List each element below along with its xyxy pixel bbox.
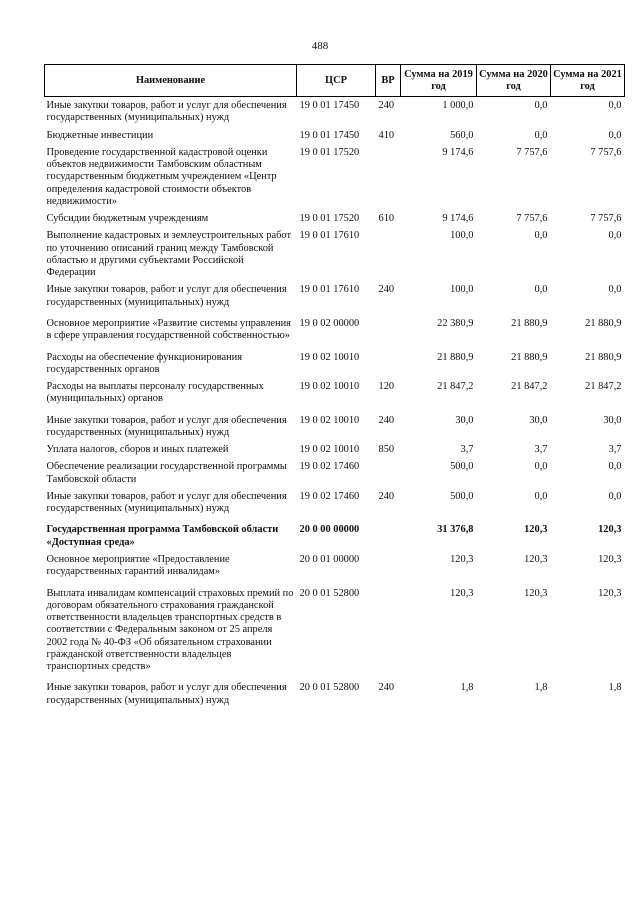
row-sum-2020: 21 880,9: [511, 351, 548, 363]
row-sum-2019: 9 174,6: [442, 146, 474, 158]
row-name: Субсидии бюджетным учреждениям: [46, 213, 209, 225]
row-sum-2021: 21 880,9: [585, 351, 622, 363]
table-row: [45, 345, 625, 379]
table-row: [45, 551, 625, 581]
row-name: Иные закупки товаров, работ и услуг для обеспечения государственных (муниципальных) нужд: [46, 100, 287, 124]
row-sum-2020: 0,0: [534, 129, 548, 141]
row-sum-2020: 120,3: [524, 587, 548, 599]
row-vr: 410: [378, 129, 395, 141]
table-row: [45, 227, 625, 281]
row-sum-2020: 30,0: [529, 414, 548, 426]
table-row: [45, 441, 625, 458]
row-sum-2020: 3,7: [534, 444, 548, 456]
row-name: Проведение государственной кадастровой оценки объектов недвижимости Тамбовским областным государственным бюджетным учреждением «Центр определения кадастровой стоимости объектов недвижимости»: [46, 146, 277, 207]
table-row: [45, 311, 625, 345]
row-sum-2020: 21 847,2: [511, 381, 548, 393]
row-sum-2021: 0,0: [608, 129, 622, 141]
row-name: Уплата налогов, сборов и иных платежей: [46, 444, 229, 456]
table-row: [45, 210, 625, 227]
row-csr: 19 0 02 10010: [299, 444, 360, 456]
row-sum-2021: 120,3: [598, 524, 622, 536]
row-name: Основное мероприятие «Предоставление государственных гарантий инвалидам»: [46, 553, 230, 578]
table-row: [45, 488, 625, 518]
row-name: Иные закупки товаров, работ и услуг для обеспечения государственных (муниципальных) нужд: [46, 490, 287, 515]
header-2020: Сумма на 2020 год: [477, 65, 551, 97]
row-sum-2019: 100,0: [450, 230, 474, 242]
row-csr: 19 0 02 10010: [299, 381, 360, 393]
row-sum-2021: 21 880,9: [585, 317, 622, 329]
row-sum-2019: 3,7: [460, 444, 474, 456]
table-row: [45, 378, 625, 408]
row-vr: [376, 345, 401, 379]
row-csr: 19 0 01 17520: [299, 213, 360, 225]
row-name: Выплата инвалидам компенсаций страховых премий по договорам обязательного страхования гражданской ответственности владельцев транспортных средств в соответствии с Федеральным законом от 25 апреля 2002 года № 40-ФЗ «Об обязательном страховании гражданской ответственности владельцев транспортных средств»: [46, 587, 294, 673]
row-name: Расходы на выплаты персоналу государственных (муниципальных) органов: [46, 381, 264, 405]
row-sum-2021: 0,0: [608, 461, 622, 473]
row-vr: [376, 517, 401, 551]
table-row: [45, 517, 625, 551]
header-2021: Сумма на 2021 год: [551, 65, 625, 97]
row-csr: 19 0 01 17520: [299, 146, 360, 158]
row-sum-2019: 21 847,2: [437, 381, 474, 393]
row-vr: [376, 144, 401, 210]
row-csr: 19 0 01 17610: [299, 284, 360, 296]
row-sum-2021: 3,7: [608, 444, 622, 456]
row-vr: 610: [378, 213, 395, 225]
table-row: [45, 281, 625, 311]
row-sum-2021: 0,0: [608, 230, 622, 242]
row-sum-2021: 21 847,2: [585, 381, 622, 393]
row-sum-2019: 500,0: [450, 490, 474, 502]
row-sum-2021: 30,0: [603, 414, 622, 426]
row-name: Иные закупки товаров, работ и услуг для обеспечения государственных (муниципальных) нужд: [46, 284, 287, 308]
row-sum-2021: 120,3: [598, 587, 622, 599]
row-csr: 20 0 01 52800: [299, 587, 360, 599]
row-sum-2020: 7 757,6: [516, 146, 548, 158]
row-sum-2021: 120,3: [598, 553, 622, 565]
row-csr: 19 0 02 17460: [299, 461, 360, 473]
row-vr: 850: [378, 444, 395, 456]
row-name: Бюджетные инвестиции: [46, 129, 154, 141]
table-row: [45, 408, 625, 442]
row-sum-2020: 120,3: [524, 553, 548, 565]
row-csr: 19 0 02 00000: [299, 317, 360, 329]
row-vr: 240: [378, 100, 395, 111]
table-row: [45, 581, 625, 676]
row-csr: 20 0 00 00000: [299, 524, 360, 536]
row-csr: 19 0 01 17610: [299, 230, 360, 242]
row-vr: [376, 551, 401, 581]
row-name: Расходы на обеспечение функционирования государственных органов: [46, 351, 242, 375]
row-sum-2019: 22 380,9: [437, 317, 474, 329]
row-vr: 120: [378, 381, 395, 393]
row-vr: 240: [378, 490, 395, 502]
row-sum-2019: 9 174,6: [442, 213, 474, 225]
table-row: [45, 144, 625, 210]
row-sum-2019: 100,0: [450, 284, 474, 296]
row-sum-2019: 1,8: [460, 682, 474, 694]
row-name: Обеспечение реализации государственной программы Тамбовской области: [46, 461, 287, 485]
row-vr: 240: [378, 414, 395, 426]
row-vr: [376, 581, 401, 676]
row-csr: 20 0 01 52800: [299, 682, 360, 694]
row-sum-2019: 1 000,0: [442, 100, 474, 111]
row-name: Иные закупки товаров, работ и услуг для обеспечения государственных (муниципальных) нужд: [46, 414, 287, 438]
row-sum-2019: 120,3: [450, 553, 474, 565]
row-vr: [376, 458, 401, 488]
row-sum-2021: 7 757,6: [590, 213, 622, 225]
header-2019: Сумма на 2019 год: [401, 65, 477, 97]
row-sum-2020: 0,0: [534, 100, 548, 111]
row-csr: 19 0 02 17460: [299, 490, 360, 502]
row-name: Основное мероприятие «Развитие системы управления в сфере управления государственной собственностью»: [46, 317, 291, 342]
header-csr: ЦСР: [297, 65, 376, 97]
table-row: [45, 458, 625, 488]
row-sum-2019: 30,0: [455, 414, 474, 426]
row-sum-2021: 0,0: [608, 284, 622, 296]
row-sum-2020: 0,0: [534, 284, 548, 296]
row-vr: [376, 227, 401, 281]
row-sum-2019: 21 880,9: [437, 351, 474, 363]
budget-table-container: [44, 64, 624, 709]
row-csr: 19 0 01 17450: [299, 129, 360, 141]
table-header: [45, 65, 625, 97]
budget-table: [44, 64, 625, 709]
row-sum-2020: 21 880,9: [511, 317, 548, 329]
page-number: 488: [311, 40, 329, 52]
row-csr: 19 0 02 10010: [299, 351, 360, 363]
row-vr: [376, 311, 401, 345]
row-sum-2021: 0,0: [608, 100, 622, 111]
row-csr: 19 0 02 10010: [299, 414, 360, 426]
row-vr: 240: [378, 682, 395, 694]
row-csr: 20 0 01 00000: [299, 553, 360, 565]
header-vr: ВР: [376, 65, 401, 97]
table-body: [45, 97, 625, 709]
row-sum-2021: 1,8: [608, 682, 622, 694]
table-row: [45, 97, 625, 127]
row-sum-2021: 0,0: [608, 490, 622, 502]
table-row: [45, 675, 625, 709]
row-sum-2020: 0,0: [534, 461, 548, 473]
row-name: Выполнение кадастровых и землеустроительных работ по уточнению описаний границ между Тамбовской областью и другими субъектами Российской Федерации: [46, 230, 291, 279]
row-name: Иные закупки товаров, работ и услуг для обеспечения государственных (муниципальных) нужд: [46, 682, 287, 706]
row-sum-2019: 31 376,8: [437, 524, 474, 536]
row-sum-2019: 500,0: [450, 461, 474, 473]
row-sum-2020: 120,3: [524, 524, 548, 536]
header-name: Наименование: [45, 65, 297, 97]
row-sum-2019: 560,0: [450, 129, 474, 141]
row-name: Государственная программа Тамбовской области «Доступная среда»: [46, 524, 279, 548]
row-csr: 19 0 01 17450: [299, 100, 360, 111]
row-sum-2019: 120,3: [450, 587, 474, 599]
table-row: [45, 127, 625, 144]
row-vr: 240: [378, 284, 395, 296]
row-sum-2020: 7 757,6: [516, 213, 548, 225]
row-sum-2020: 1,8: [534, 682, 548, 694]
row-sum-2021: 7 757,6: [590, 146, 622, 158]
row-sum-2020: 0,0: [534, 230, 548, 242]
row-sum-2020: 0,0: [534, 490, 548, 502]
